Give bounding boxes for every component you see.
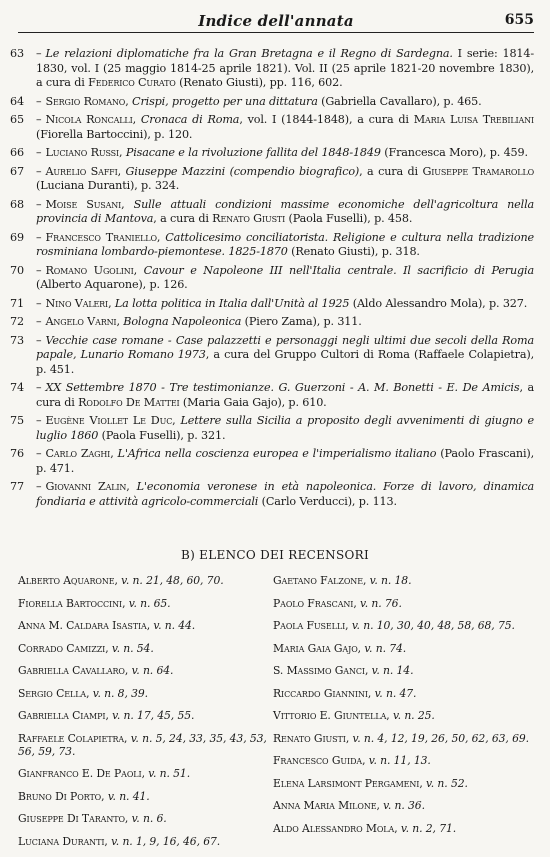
reviewer-reference: v. n. 64. (131, 664, 174, 677)
reviewer-item: Gabriella Ciampi, v. n. 17, 45, 55. (18, 709, 195, 722)
page-number: 655 (504, 12, 534, 28)
reviewer-reference: v. n. 11, 13. (368, 754, 431, 767)
reviewer-reference: v. n. 5, 24, 33, 35, 43, 53, 56, 59, 73. (18, 731, 267, 758)
reviewer-item: Anna Maria Milone, v. n. 36. (273, 799, 425, 812)
entry-text: Sergio Romano, Crispi, progetto per una dittatura (Gabriella Cavallaro), p. 465. (45, 94, 482, 108)
reviewer-name: Giuseppe Di Taranto (18, 812, 125, 825)
entry-number: 75 (10, 414, 24, 427)
entry-number: 77 (10, 480, 24, 493)
entry-dash: – (36, 447, 42, 460)
entry-text: Carlo Zaghi, L'Africa nella coscienza europea e l'imperialismo italiano (Paolo Frascani), p. 471. (36, 447, 535, 475)
list-item (10, 334, 534, 378)
reviewer-name: Vittorio E. Giuntella (273, 709, 387, 722)
reviewer-name: Anna M. Caldara Isastia (18, 619, 147, 632)
entry-dash: – (36, 414, 42, 427)
reviewers-column-left (18, 574, 273, 857)
entry-text: Aurelio Saffi, Giuseppe Mazzini (compendio biografico), a cura di Giuseppe Tramarollo (Luciana Duranti), p. 324. (36, 164, 535, 192)
list-item (10, 231, 534, 260)
entry-number: 69 (10, 230, 24, 244)
list-item (10, 414, 534, 443)
reviewer-name: Francesco Guida (273, 754, 363, 767)
entry-dash: – (36, 113, 42, 126)
book-entries-list (10, 47, 534, 513)
entry-text: Vecchie case romane - Case palazzetti e personaggi negli ultimi due secoli della Roma papale, Lunario Romano 1973, a cura del Gruppo Cultori di Roma (Raffaele Colapietra), p. 451. (36, 333, 534, 376)
entry-number: 70 (10, 263, 24, 277)
reviewer-item: Anna M. Caldara Isastia, v. n. 44. (18, 619, 196, 632)
reviewer-reference: v. n. 2, 71. (400, 821, 457, 835)
entry-dash: – (36, 315, 42, 328)
reviewer-item: Gaetano Falzone, v. n. 18. (273, 574, 412, 587)
reviewer-name: Sergio Cella (18, 686, 87, 700)
reviewer-reference: v. n. 21, 48, 60, 70. (121, 574, 224, 587)
reviewer-reference: v. n. 76. (360, 596, 402, 610)
entry-number: 72 (10, 315, 24, 328)
list-item (10, 297, 534, 312)
reviewer-reference: v. n. 8, 39. (92, 686, 148, 700)
reviewer-item: Raffaele Colapietra, v. n. 5, 24, 33, 35, 43, 53, 56, 59, 73. (18, 731, 267, 758)
list-item (10, 95, 534, 110)
reviewer-reference: v. n. 44. (153, 619, 196, 632)
entry-number: 74 (10, 381, 24, 394)
entry-text: Le relazioni diplomatiche fra la Gran Bretagna e il Regno di Sardegna. I serie: 1814-1830, vol. I (25 maggio 1814-25 aprile 1821). Vol. II (25 aprile 1821-20 novembre 1830), a cura di Federico Curato (Renato Giusti), pp. 116, 602. (36, 47, 534, 89)
list-item (10, 165, 534, 194)
reviewer-name: S. Massimo Ganci (273, 664, 365, 677)
reviewer-item: Giuseppe Di Taranto, v. n. 6. (18, 812, 167, 825)
reviewer-reference: v. n. 41. (107, 789, 150, 803)
reviewer-item: Corrado Camizzi, v. n. 54. (18, 641, 154, 655)
entry-number: 66 (10, 146, 24, 159)
reviewer-reference: v. n. 36. (383, 799, 425, 812)
entry-text: Luciano Russi, Pisacane e la rivoluzione fallita del 1848-1849 (Francesca Moro), p. 459. (45, 146, 528, 159)
reviewer-item: Maria Gaia Gajo, v. n. 74. (273, 641, 407, 655)
reviewer-name: Corrado Camizzi (18, 641, 106, 655)
list-item (10, 113, 534, 142)
reviewer-item: Luciana Duranti, v. n. 1, 9, 16, 46, 67. (18, 834, 221, 848)
list-item (10, 47, 534, 91)
entry-number: 71 (10, 296, 24, 310)
reviewer-name: Aldo Alessandro Mola (273, 821, 395, 835)
list-item (10, 146, 534, 161)
entry-number: 63 (10, 47, 24, 60)
entry-dash: – (36, 480, 42, 493)
page-title: Indice dell'annata (198, 12, 354, 30)
reviewer-reference: v. n. 4, 12, 19, 26, 50, 62, 63, 69. (352, 731, 529, 745)
reviewer-name: Gaetano Falzone (273, 574, 363, 587)
list-item (10, 315, 534, 330)
entry-text: Nino Valeri, La lotta politica in Italia dall'Unità al 1925 (Aldo Alessandro Mola), p. 327. (45, 296, 528, 310)
entry-text: Nicola Roncalli, Cronaca di Roma, vol. I (1844-1848), a cura di Maria Luisa Trebiliani (Fiorella Bartoccini), p. 120. (36, 113, 534, 141)
reviewer-reference: v. n. 18. (369, 574, 412, 587)
entry-dash: – (36, 94, 42, 108)
entry-dash: – (36, 296, 42, 310)
entry-dash: – (36, 230, 42, 244)
reviewer-item: Riccardo Giannini, v. n. 47. (273, 686, 417, 700)
reviewer-item: Francesco Guida, v. n. 11, 13. (273, 754, 431, 767)
entry-dash: – (36, 164, 42, 178)
reviewer-reference: v. n. 6. (131, 812, 167, 825)
entry-dash: – (36, 263, 42, 277)
reviewer-reference: v. n. 51. (148, 767, 191, 780)
reviewer-name: Gabriella Cavallaro (18, 664, 125, 677)
reviewer-reference: v. n. 65. (128, 596, 171, 610)
reviewer-name: Raffaele Colapietra (18, 731, 125, 745)
entry-number: 73 (10, 333, 24, 347)
reviewer-name: Fiorella Bartoccini (18, 596, 123, 610)
reviewer-name: Bruno Di Porto (18, 789, 102, 803)
section-heading: B) ELENCO DEI RECENSORI (180, 548, 370, 562)
reviewer-name: Gabriella Ciampi (18, 709, 106, 722)
reviewer-item: Gabriella Cavallaro, v. n. 64. (18, 664, 174, 677)
reviewer-item: Bruno Di Porto, v. n. 41. (18, 789, 150, 803)
reviewer-item: Sergio Cella, v. n. 8, 39. (18, 686, 148, 700)
entry-dash: – (36, 197, 42, 211)
reviewer-item: S. Massimo Ganci, v. n. 14. (273, 664, 414, 677)
entry-text: Angelo Varni, Bologna Napoleonica (Piero Zama), p. 311. (45, 315, 362, 328)
reviewer-item: Elena Larsimont Pergameni, v. n. 52. (273, 776, 468, 790)
entry-dash: – (36, 47, 42, 60)
reviewer-item: Fiorella Bartoccini, v. n. 65. (18, 596, 171, 610)
reviewer-name: Gianfranco E. De Paoli (18, 767, 142, 780)
reviewer-name: Renato Giusti (273, 731, 346, 745)
entry-text: Francesco Traniello, Cattolicesimo conciliatorista. Religione e cultura nella tradizione rosminiana lombardo-piemontese. 1825-1870 (Renato Giusti), p. 318. (36, 230, 534, 258)
reviewer-reference: v. n. 25. (392, 709, 435, 722)
reviewer-item: Renato Giusti, v. n. 4, 12, 19, 26, 50, 62, 63, 69. (273, 731, 529, 745)
reviewer-name: Maria Gaia Gajo (273, 641, 358, 655)
reviewer-reference: v. n. 10, 30, 40, 48, 58, 68, 75. (351, 619, 515, 632)
reviewer-name: Luciana Duranti (18, 834, 105, 848)
entry-dash: – (36, 146, 42, 159)
reviewer-reference: v. n. 52. (426, 776, 468, 790)
reviewer-name: Riccardo Giannini (273, 686, 368, 700)
reviewer-item: Gianfranco E. De Paoli, v. n. 51. (18, 767, 191, 780)
entry-number: 64 (10, 94, 24, 108)
reviewer-item: Paolo Frascani, v. n. 76. (273, 596, 402, 610)
reviewer-name: Alberto Aquarone (18, 574, 115, 587)
reviewer-name: Paolo Frascani (273, 596, 354, 610)
list-item (10, 381, 534, 410)
list-item (10, 264, 534, 293)
reviewers-column-right (273, 574, 538, 844)
entry-number: 67 (10, 164, 24, 178)
entry-dash: – (36, 381, 42, 394)
reviewer-name: Elena Larsimont Pergameni (273, 776, 420, 790)
running-header (18, 10, 534, 33)
list-item (10, 480, 534, 509)
reviewer-name: Paola Fuselli (273, 619, 346, 632)
reviewer-reference: v. n. 74. (364, 641, 407, 655)
entry-text: XX Settembre 1870 - Tre testimonianze. G. Guerzoni - A. M. Bonetti - E. De Amicis, a cura di Rodolfo De Mattei (Maria Gaia Gajo), p. 610. (36, 381, 534, 409)
entry-dash: – (36, 333, 42, 347)
entry-number: 76 (10, 447, 24, 460)
entry-number: 68 (10, 197, 24, 211)
entry-text: Eugène Viollet Le Duc, Lettere sulla Sicilia a proposito degli avvenimenti di giugno e luglio 1860 (Paola Fuselli), p. 321. (36, 414, 535, 442)
reviewer-reference: v. n. 47. (374, 686, 417, 700)
entry-text: Giovanni Zalin, L'economia veronese in età napoleonica. Forze di lavoro, dinamica fondiaria e attività agricolo-commerciali (Carlo Verducci), p. 113. (36, 480, 535, 508)
reviewer-item: Aldo Alessandro Mola, v. n. 2, 71. (273, 821, 457, 835)
reviewer-name: Anna Maria Milone (273, 799, 377, 812)
reviewer-item: Paola Fuselli, v. n. 10, 30, 40, 48, 58, 68, 75. (273, 619, 515, 632)
entry-text: Romano Ugolini, Cavour e Napoleone III nell'Italia centrale. Il sacrificio di Perugia (Alberto Aquarone), p. 126. (36, 263, 534, 291)
reviewer-reference: v. n. 54. (111, 641, 154, 655)
list-item (10, 447, 534, 476)
reviewer-reference: v. n. 1, 9, 16, 46, 67. (111, 834, 221, 848)
reviewer-item: Alberto Aquarone, v. n. 21, 48, 60, 70. (18, 574, 224, 587)
list-item (10, 198, 534, 227)
entry-number: 65 (10, 113, 24, 126)
reviewer-reference: v. n. 17, 45, 55. (112, 709, 195, 722)
reviewer-item: Vittorio E. Giuntella, v. n. 25. (273, 709, 435, 722)
entry-text: Moise Susani, Sulle attuali condizioni massime economiche dell'agricoltura nella provincia di Mantova, a cura di Renato Giusti (Paola Fuselli), p. 458. (36, 197, 535, 225)
reviewer-reference: v. n. 14. (371, 664, 414, 677)
